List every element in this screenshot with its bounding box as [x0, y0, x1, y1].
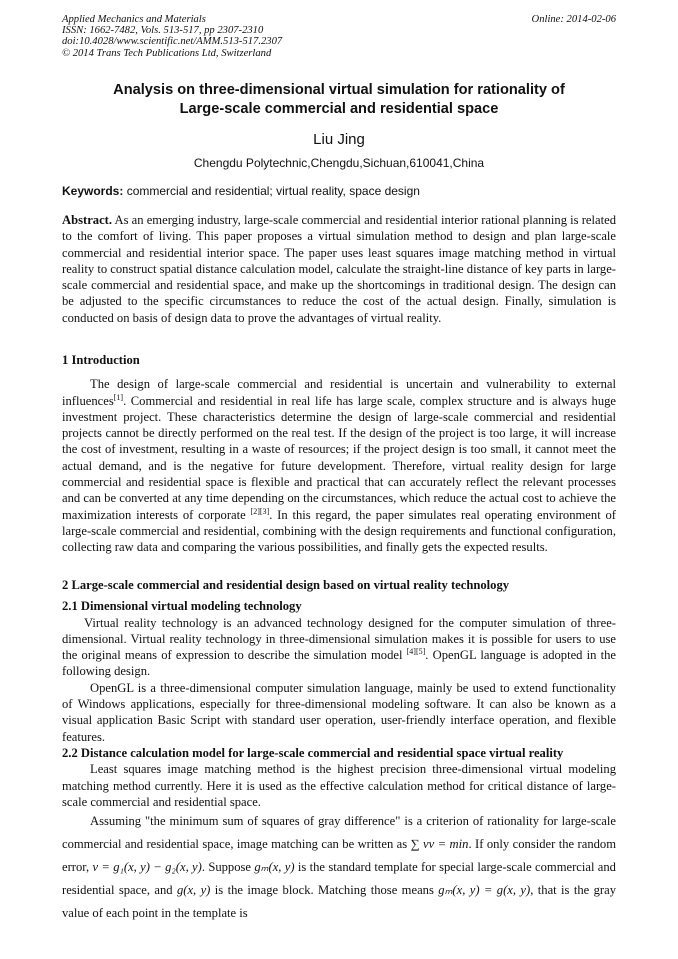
abstract-label: Abstract.: [62, 213, 113, 227]
matching-paragraph: [62, 810, 616, 925]
keywords-line: [62, 184, 616, 199]
matching-text-b: . If only consider the random error,: [62, 837, 617, 875]
intro-text-b: . Commercial and residential in real life has large scale, complex structure and is always huge investment project. These characteristics determine the design of large-scale commercial and residential projects cannot be directly performed on the real test. If the design of the project is too large, it will increase the cost of investment, resulting in a waste of resources; if the project design is too small, it cannot meet the actual demand, and is the negative for future development. Therefore, virtual reality design for large commercial and residential space is flexible and practical that can accurately reflect the relevant processes and can be converted at any time depending on the circumstances, which reduce the actual cost to achieve the maximization interests of corporate: [62, 393, 616, 522]
modeling-text-b: . OpenGL language is adopted in the following design.: [62, 648, 617, 679]
matching-text-d: is the standard template for special large-scale commercial and residential space, and: [62, 860, 616, 898]
abstract-paragraph: [62, 212, 616, 326]
matching-text-f: , that is the gray value of each point in the template is: [62, 883, 617, 921]
matching-text-e: is the image block. Matching those means: [210, 883, 439, 898]
citation-2-3: [2][3]: [250, 506, 270, 516]
intro-text-a: The design of large-scale commercial and residential is uncertain and vulnerability to external influences: [62, 377, 616, 408]
introduction-paragraph: [62, 376, 616, 555]
intro-text-c: . In this regard, the paper simulates real operating environment of large-scale commercial and residential, combining with the design requirements and functional configuration, collecting raw data and comparing the various possibilities, and finally gets the expected results.: [62, 507, 616, 555]
keywords-label: Keywords:: [62, 184, 124, 198]
subsection-heading-2-2: 2.2 Distance calculation model for large-scale commercial and residential space virtual reality: [62, 745, 564, 760]
opengl-paragraph: OpenGL is a three-dimensional computer simulation language, mainly be used to extend functionality of Windows applications, especially for three-dimensional modeling software. It can also be known as a visual application Basic Script with standard user operation, user-friendly interface operation, and flexible features.: [62, 680, 616, 744]
title-line-1: Analysis on three-dimensional virtual simulation for rationality of: [113, 82, 565, 98]
matching-text-a: Assuming "the minimum sum of squares of gray difference" is a criterion of rationality for large-scale commercial and residential space, image matching can be written as: [62, 814, 616, 852]
section-heading-2: 2 Large-scale commercial and residential design based on virtual reality technology: [62, 578, 510, 592]
keywords-text: commercial and residential; virtual reality, space design: [123, 184, 420, 198]
modeling-text-a: Virtual reality technology is an advanced technology designed for the computer simulation of three-dimensional. Virtual reality technology in three-dimensional simulation makes it is possible for users to use the original means of expression to describe the simulation model: [62, 615, 616, 663]
section-2: [62, 577, 616, 925]
issn-line: ISSN: 1662-7482, Vols. 513-517, pp 2307-2310: [62, 25, 264, 37]
citation-1: [1]: [113, 392, 124, 402]
equation-template-gm: gₘ(x, y): [254, 860, 295, 875]
author-affiliation: Chengdu Polytechnic,Chengdu,Sichuan,610041,China: [193, 156, 485, 170]
equation-random-error: v = g₁(x, y) − g₂(x, y): [92, 860, 202, 875]
equation-sum-vv-min: ∑ vv = min: [410, 837, 469, 852]
matching-text-c: . Suppose: [201, 860, 255, 875]
online-date: Online: 2014-02-06: [531, 14, 616, 25]
title-line-2: Large-scale commercial and residential space: [179, 101, 499, 117]
equation-gm-equals-g: gₘ(x, y) = g(x, y): [438, 883, 531, 898]
modeling-paragraph-1: [62, 615, 616, 680]
abstract-text: As an emerging industry, large-scale commercial and residential interior rational planning is related to the comfort of living. This paper proposes a virtual simulation method to design and plan large-scale commercial and residential interior space. The paper uses least squares image matching method in virtual reality to construct spatial distance calculation model, calculate the straight-line distance of key parts in large-scale commercial and residential space, and make up the shortcomings in traditional design. The design can be adjusted to the specific circumstances to reduce the cost of the actual design. Finally, simulation is conducted on basis of design data to prove the advantages of virtual reality.: [62, 213, 616, 325]
doi-line: doi:10.4028/www.scientific.net/AMM.513-517.2307: [62, 36, 283, 48]
section-heading-introduction: 1 Introduction: [62, 353, 140, 367]
least-squares-paragraph: Least squares image matching method is the highest precision three-dimensional virtual modeling matching method currently. Here it is used as the effective calculation method for critical distance of large-scale commercial and residential space.: [62, 762, 616, 809]
paper-title: [62, 81, 616, 119]
copyright-line: © 2014 Trans Tech Publications Ltd, Switzerland: [62, 47, 272, 59]
section-introduction: [62, 352, 616, 556]
author-name: Liu Jing: [313, 131, 365, 148]
citation-4-5: [4][5]: [406, 647, 426, 656]
journal-name: Applied Mechanics and Materials: [62, 14, 206, 25]
abstract-block: [62, 212, 616, 326]
journal-header: [62, 14, 616, 59]
equation-image-block-g: g(x, y): [176, 883, 211, 898]
subsection-heading-2-1: 2.1 Dimensional virtual modeling technology: [62, 599, 302, 614]
